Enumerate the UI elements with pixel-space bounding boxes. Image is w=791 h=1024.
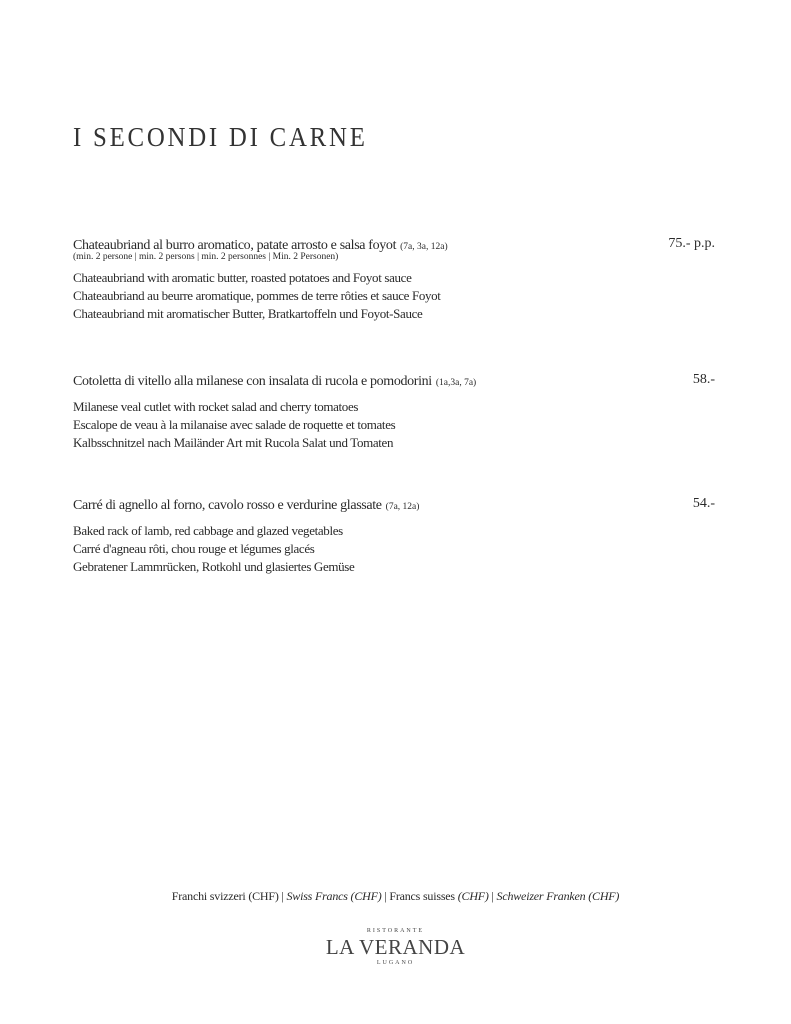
item-allergens: (7a, 12a): [385, 502, 420, 512]
translation-en: Chateaubriand with aromatic butter, roasted potatoes and Foyot sauce: [73, 270, 412, 285]
translation-en: Milanese veal cutlet with rocket salad and cherry tomatoes: [73, 399, 359, 414]
logo-top: RISTORANTE: [366, 928, 425, 934]
item-name: Carré di agnello al forno, cavolo rosso e verdurine glassate: [73, 498, 382, 513]
translation-de: Kalbsschnitzel nach Mailänder Art mit Rucola Salat und Tomaten: [73, 435, 394, 450]
translation-fr: Carré d'agneau rôti, chou rouge et légumes glacés: [73, 541, 315, 556]
translation-fr: Chateaubriand au beurre aromatique, pommes de terre rôties et sauce Foyot: [73, 288, 441, 303]
currency-de: Schweizer Franken (CHF): [496, 889, 620, 903]
item-name: Cotoletta di vitello alla milanese con insalata di rucola e pomodorini: [73, 374, 432, 389]
item-price: 58.-: [692, 372, 715, 387]
currency-en: Swiss Francs (CHF): [286, 889, 382, 903]
separator: |: [488, 889, 497, 903]
currency-it: Franchi svizzeri (CHF): [171, 889, 279, 903]
translation-fr: Escalope de veau à la milanaise avec salade de roquette et tomates: [73, 417, 396, 432]
item-note: (min. 2 persone | min. 2 persons | min. 2 personnes | Min. 2 Personen): [73, 252, 339, 262]
translation-de: Chateaubriand mit aromatischer Butter, Bratkartoffeln und Foyot-Sauce: [73, 306, 423, 321]
separator: |: [381, 889, 390, 903]
currency-note: [0, 889, 791, 904]
currency-fr: Francs suisses: [389, 889, 455, 903]
menu-item: [73, 496, 715, 576]
item-price: 75.- p.p.: [668, 236, 715, 251]
translation-de: Gebratener Lammrücken, Rotkohl und glasiertes Gemüse: [73, 559, 355, 574]
separator: |: [278, 889, 287, 903]
logo-bottom: LUGANO: [376, 960, 415, 966]
item-price: 54.-: [692, 496, 715, 511]
page-title: I SECONDI DI CARNE: [73, 122, 368, 152]
restaurant-logo: [0, 928, 791, 966]
item-allergens: (1a,3a, 7a): [435, 378, 477, 388]
logo-name: LA VERANDA: [325, 935, 466, 959]
menu-item: [73, 372, 715, 452]
currency-fr-code: (CHF): [457, 889, 489, 903]
translation-en: Baked rack of lamb, red cabbage and glazed vegetables: [73, 523, 343, 538]
item-allergens: (7a, 3a, 12a): [400, 242, 448, 252]
menu-item: [73, 236, 715, 323]
item-name: Chateaubriand al burro aromatico, patate arrosto e salsa foyot: [73, 238, 397, 253]
